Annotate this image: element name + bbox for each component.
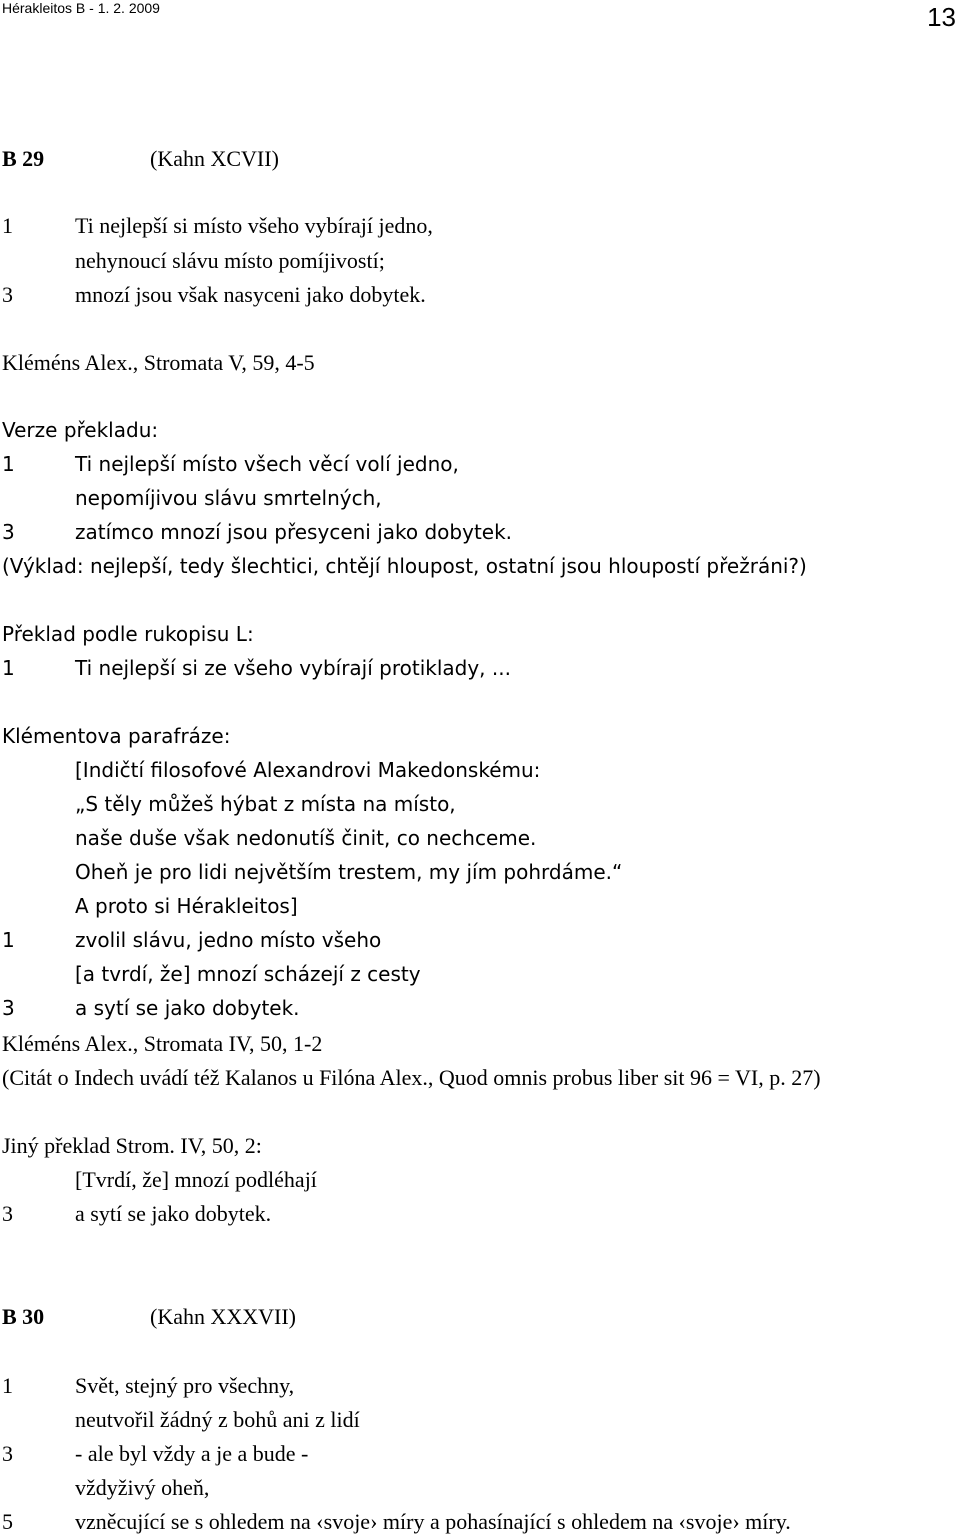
verse-line: nehynoucí slávu místo pomíjivostí; [75,248,385,273]
section-label-jiny: Jiný překlad Strom. IV, 50, 2: [2,1133,262,1158]
kahn-reference-b30: (Kahn XXXVII) [150,1304,297,1329]
verse-line: mnozí jsou však nasyceni jako dobytek. [75,282,426,307]
verse-line: naše duše však nedonutíš činit, co nechceme. [75,826,537,850]
line-number: 3 [2,996,15,1020]
verse-line: A proto si Hérakleitos] [75,894,298,918]
line-number: 1 [2,452,15,476]
verse-line: nepomíjivou slávu smrtelných, [75,486,382,510]
verse-line: Ti nejlepší si místo všeho vybírají jedno, [75,213,433,238]
fragment-title-b30: B 30 [2,1304,45,1329]
verse-line: neutvořil žádný z bohů ani z lidí [75,1407,360,1432]
verse-line: a sytí se jako dobytek. [75,1201,272,1226]
line-number: 1 [2,656,15,680]
section-label-verze: Verze překladu: [2,418,159,442]
verse-line: a sytí se jako dobytek. [75,996,300,1020]
line-number: 3 [2,520,15,544]
running-header: Hérakleitos B - 1. 2. 2009 [2,0,160,16]
line-number: 3 [2,282,13,307]
line-number: 3 [2,1441,13,1466]
verse-line: „S těly můžeš hýbat z místa na místo, [75,792,456,816]
line-number: 1 [2,213,13,238]
verse-line: vždyživý oheň, [75,1475,210,1500]
verse-line: [Indičtí filosofové Alexandrovi Makedonskému: [75,758,541,782]
verse-line: - ale byl vždy a je a bude - [75,1441,309,1466]
page-number: 13 [927,2,956,32]
line-number: 1 [2,1373,13,1398]
interpretation-note: (Výklad: nejlepší, tedy šlechtici, chtějí hloupost, ostatní jsou hloupostí přežráni?) [2,554,807,578]
verse-line: zatímco mnozí jsou přesyceni jako dobytek. [75,520,513,544]
verse-line: Ti nejlepší si ze všeho vybírají protiklady, ... [75,656,511,680]
verse-line: zvolil slávu, jedno místo všeho [75,928,382,952]
verse-line: Svět, stejný pro všechny, [75,1373,295,1398]
line-number: 3 [2,1201,13,1226]
verse-line: [a tvrdí, že] mnozí scházejí z cesty [75,962,421,986]
verse-line: [Tvrdí, že] mnozí podléhají [75,1167,317,1192]
line-number: 1 [2,928,15,952]
section-label-l: Překlad podle rukopisu L: [2,622,254,646]
section-label-parafraze: Klémentova parafráze: [2,724,231,748]
verse-line: Oheň je pro lidi největším trestem, my jím pohrdáme.“ [75,860,623,884]
kahn-reference-b29: (Kahn XCVII) [150,146,279,171]
source-citation: Kléméns Alex., Stromata V, 59, 4-5 [2,350,315,375]
citation-note: (Citát o Indech uvádí též Kalanos u Filóna Alex., Quod omnis probus liber sit 96 = VI, p. 27) [2,1065,821,1090]
line-number: 5 [2,1509,13,1534]
source-citation: Kléméns Alex., Stromata IV, 50, 1-2 [2,1031,323,1056]
verse-line: vzněcující se s ohledem na ‹svoje› míry a pohasínající s ohledem na ‹svoje› míry. [75,1509,791,1534]
verse-line: Ti nejlepší místo všech věcí volí jedno, [75,452,459,476]
fragment-title-b29: B 29 [2,146,45,171]
